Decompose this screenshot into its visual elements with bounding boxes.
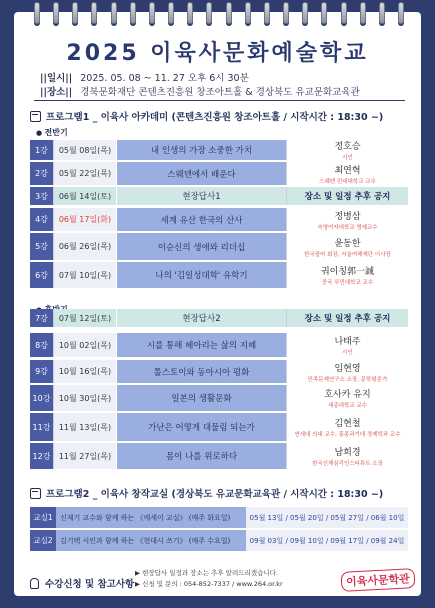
lecture-title: 시를 통해 헤아리는 삶의 지혜 [116,333,286,357]
lecture-date: 05월 22일(목) [53,162,116,185]
binder-ring [302,2,308,24]
lecture-date: 10월 02일(목) [53,333,116,357]
lecture-number: 2강 [30,162,53,185]
lecture-date: 06월 14일(토) [53,187,116,205]
place-info [40,84,360,98]
binder-ring [130,2,136,24]
calendar-icon [30,111,41,122]
lecture-number: 11강 [30,413,53,441]
lecture-date: 06월 17일(화) [53,208,116,231]
binder-ring [379,2,385,24]
lecture-number: 1강 [30,140,53,160]
lecture-date: 10월 30일(목) [53,385,116,411]
class-dates: 05월 13일 / 05월 20일 / 05월 27일 / 06월 10일 [249,513,405,522]
lecture-speaker-cell [286,385,408,411]
speaker-name: 궈이칭郭一誠 [320,267,375,277]
lecture-row [30,140,408,160]
speaker-name: 호사카 유지 [324,390,371,400]
lecture-speaker-cell [286,309,408,327]
lecture-speaker-cell [286,162,408,185]
speaker-affiliation: 민족문제연구소 소장, 문학평론가 [307,376,388,383]
lecture-title: 몸이 나를 위로하다 [116,443,286,469]
lecture-title: 세계 유산 한국의 산사 [116,208,286,231]
lecture-date: 11월 27일(목) [53,443,116,469]
lecture-date: 06월 26일(목) [53,233,116,260]
class-label: 교실2 [30,530,56,551]
lecture-number: 8강 [30,333,53,357]
binder-ring [53,2,59,24]
place-value: 경북문화재단 콘텐츠진흥원 창조아트홀 & 경상북도 유교문화교육관 [80,87,360,98]
lecture-row [30,360,408,383]
speaker-affiliation: 숙명여자대학교 명예교수 [317,224,378,231]
speaker-name: 정병삼 [334,211,361,222]
lecture-title: 가난은 어떻게 대물림 되는가 [116,413,286,441]
binder-ring [341,2,347,24]
lecture-row [30,262,408,288]
speaker-name: 나태주 [334,337,361,347]
speaker-name: 정호승 [334,142,361,152]
binder-ring [91,2,97,24]
lecture-number: 4강 [30,208,53,231]
lecture-date: 07월 10일(목) [53,262,116,288]
class-desc: 신재기 교수와 함께 하는 《에세이 교실》 (매주 화요일) [56,507,246,528]
lecture-number: 12강 [30,443,53,469]
class-label: 교실1 [30,507,56,528]
museum-logo: 이육사문학관 [341,568,416,592]
first-half-label: ● 전반기 [36,127,68,138]
class-row [30,530,408,551]
footer-note: ▶ 신청 및 문의 : 054-852-7337 / www.264.or.kr [135,580,283,588]
lecture-title: 현장답사1 [116,187,286,205]
schedule-notice: 장소 및 일정 추후 공지 [304,314,391,324]
date-key: ||일시|| [40,73,73,84]
lecture-date: 05월 08일(목) [53,140,116,160]
binder-ring [283,2,289,24]
lecture-row [30,413,408,441]
lecture-row [30,233,408,260]
speaker-affiliation: 스웨덴 린네대학교 교수 [319,178,376,185]
lecture-speaker-cell [286,360,408,383]
lecture-row [30,208,408,231]
lecture-speaker-cell [286,262,408,288]
class-dates: 09월 03일 / 09월 10일 / 09월 17일 / 09월 24일 [249,536,405,545]
speaker-affiliation: 시인 [342,350,353,356]
date-info [40,70,249,84]
speaker-affiliation: 시인 [342,155,353,161]
lecture-speaker-cell [286,140,408,160]
binder-ring [321,2,327,24]
schedule-notice: 장소 및 일정 추후 공지 [304,192,391,202]
speaker-affiliation: 한국신체심리인스티튜트 소장 [312,461,383,467]
page-title: 2025 이육사문화예술학교 [66,41,369,66]
speaker-affiliation: 중국 루민대학교 교수 [321,280,374,286]
calendar-icon [30,488,41,499]
speaker-name: 남희경 [334,448,361,458]
lecture-number: 10강 [30,385,53,411]
lecture-number: 9강 [30,360,53,383]
lecture-row [30,443,408,469]
binder-ring [111,2,117,24]
class-row [30,507,408,528]
footer-note: ▶ 현장답사 일정과 장소는 추후 알려드리겠습니다. [135,569,278,577]
footer-notes [135,568,283,590]
binder-ring [206,2,212,24]
divider [34,100,405,101]
speaker-affiliation: 연세대 의대 교수, 홍콩과기대 경제학과 교수 [294,432,401,438]
lecture-row [30,333,408,357]
binder-ring [34,2,40,24]
lecture-speaker-cell [286,413,408,441]
binder-ring [226,2,232,24]
lecture-title: 일본의 생활문화 [116,385,286,411]
speaker-name: 김현철 [334,419,361,429]
lecture-row [30,385,408,411]
class-desc: 김기택 시인과 함께 하는 《현대시 쓰기》 (매주 수요일) [56,530,246,551]
date-value: 2025. 05. 08 ~ 11. 27 오후 6시 30분 [80,73,249,84]
program1-heading: 프로그램1 _ 이육사 아카데미 (콘텐츠진흥원 창조아트홀 / 시작시간 : 18:30 ~) [30,109,383,123]
binder-ring [360,2,366,24]
lecture-speaker-cell [286,333,408,357]
binder-ring [245,2,251,24]
lecture-number: 3강 [30,187,53,205]
lecture-title: 나의 '김일성대학' 유학기 [116,262,286,288]
lecture-number: 7강 [30,309,53,327]
speaker-name: 최연혁 [334,165,361,176]
lecture-speaker-cell [286,208,408,231]
speaker-affiliation: 한국콜마 회장, 서울여해재단 이사장 [304,251,391,258]
lecture-speaker-cell [286,443,408,469]
binder-ring [72,2,78,24]
lecture-row [30,187,408,205]
speaker-affiliation: 세종대학교 교수 [328,403,367,409]
lecture-title: 이순신의 생애와 리더십 [116,233,286,260]
lecture-date: 10월 16일(목) [53,360,116,383]
lecture-speaker-cell [286,233,408,260]
lecture-row [30,309,408,327]
footer-label: 수강신청 및 참고사항 [30,576,134,590]
binder-ring [149,2,155,24]
lecture-number: 5강 [30,233,53,260]
binder-ring [168,2,174,24]
lecture-title: 현장답사2 [116,309,286,327]
lecture-number: 6강 [30,262,53,288]
speaker-name: 임현영 [334,363,361,374]
lecture-date: 11월 13일(목) [53,413,116,441]
speaker-name: 윤동한 [334,238,361,249]
lecture-title: 스웨덴에서 배운다 [116,162,286,185]
program2-heading: 프로그램2 _ 이육사 창작교실 (경상북도 유교문화교육관 / 시작시간 : 18:30 ~) [30,486,383,500]
binder-ring [398,2,404,24]
lecture-date: 07월 12일(토) [53,309,116,327]
binder-ring [264,2,270,24]
place-key: ||장소|| [40,87,73,98]
lecture-title: 톨스토이와 동아시아 평화 [116,360,286,383]
lecture-title: 내 인생의 가장 소중한 가치 [116,140,286,160]
microphone-icon [30,578,39,589]
lecture-speaker-cell [286,187,408,205]
lecture-row [30,162,408,185]
binder-ring [187,2,193,24]
binder-rings [34,2,404,26]
